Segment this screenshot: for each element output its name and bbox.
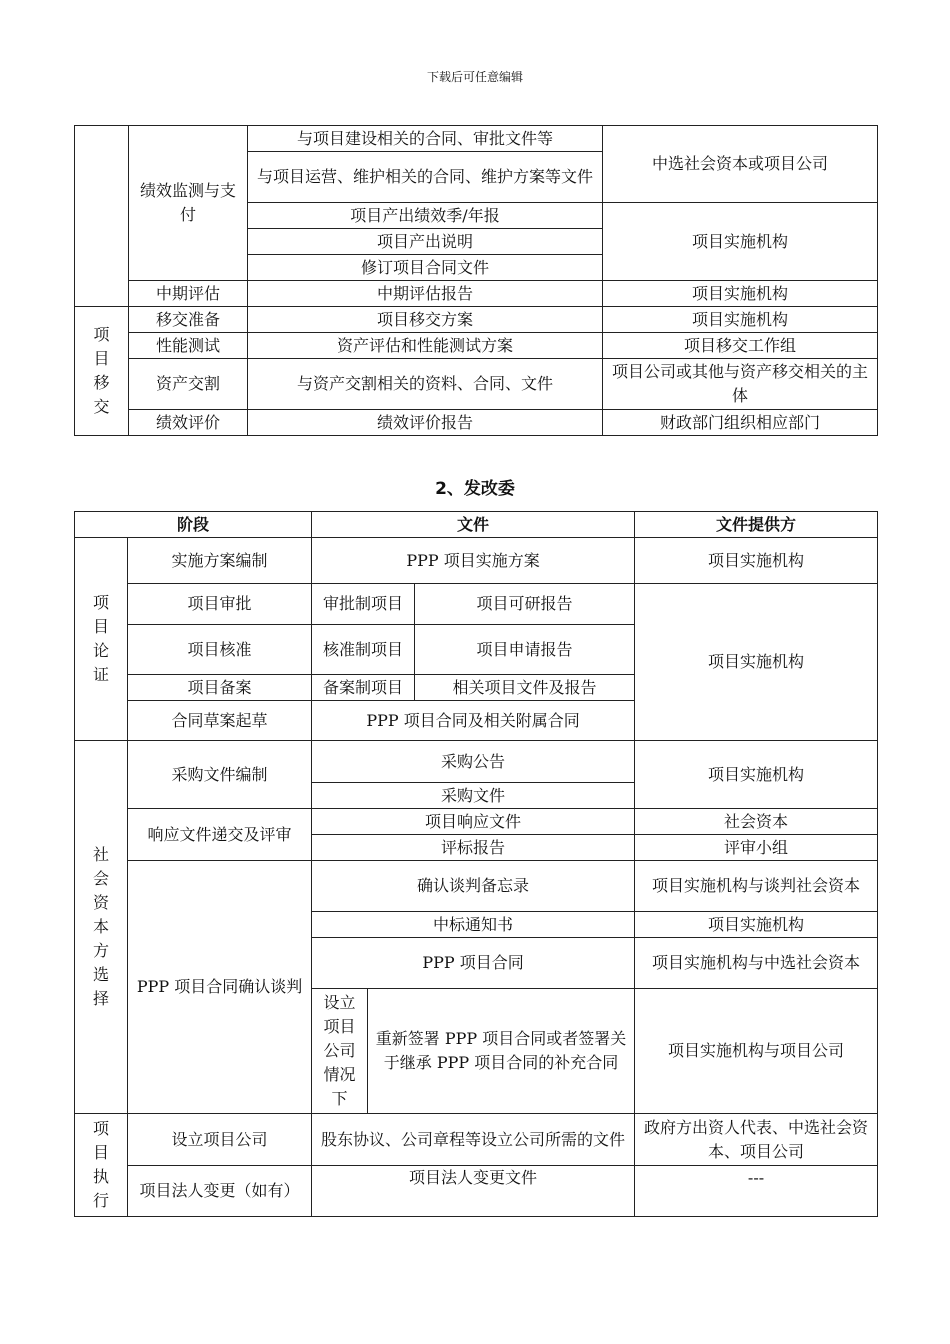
doc-cell: 项目产出说明 bbox=[248, 229, 603, 255]
doc-cell: 资产评估和性能测试方案 bbox=[248, 333, 603, 359]
doc-cell: 项目产出绩效季/年报 bbox=[248, 203, 603, 229]
type-cell: 核准制项目 bbox=[312, 625, 415, 675]
doc-cell: 中标通知书 bbox=[312, 912, 635, 938]
phase-cell bbox=[75, 741, 128, 1114]
provider-cell: --- bbox=[635, 1166, 878, 1217]
provider-cell: 社会资本 bbox=[635, 809, 878, 835]
doc-cell: 确认谈判备忘录 bbox=[312, 861, 635, 912]
doc-cell: 采购公告 bbox=[312, 741, 635, 783]
header-doc: 文件 bbox=[312, 512, 635, 538]
stage-cell: 性能测试 bbox=[129, 333, 248, 359]
stage-cell: 项目审批 bbox=[128, 584, 312, 625]
stage-cell: 实施方案编制 bbox=[128, 538, 312, 584]
stage-cell: 资产交割 bbox=[129, 359, 248, 410]
doc-cell: 与资产交割相关的资料、合同、文件 bbox=[248, 359, 603, 410]
provider-cell: 项目实施机构 bbox=[635, 741, 878, 809]
phase-cell bbox=[75, 538, 128, 741]
provider-cell: 中选社会资本或项目公司 bbox=[603, 126, 878, 203]
stage-cell: 中期评估 bbox=[129, 281, 248, 307]
stage-cell: PPP 项目合同确认谈判 bbox=[128, 861, 312, 1114]
stage-cell: 设立项目公司 bbox=[128, 1114, 312, 1166]
doc-cell: 项目可研报告 bbox=[415, 584, 635, 625]
provider-cell: 项目实施机构与谈判社会资本 bbox=[635, 861, 878, 912]
provider-cell: 项目移交工作组 bbox=[603, 333, 878, 359]
type-cell: 审批制项目 bbox=[312, 584, 415, 625]
stage-cell: 项目核准 bbox=[128, 625, 312, 675]
stage-cell: 响应文件递交及评审 bbox=[128, 809, 312, 861]
provider-cell: 项目公司或其他与资产移交相关的主体 bbox=[603, 359, 878, 410]
stage-cell: 绩效监测与支付 bbox=[129, 126, 248, 281]
phase-cell bbox=[75, 1114, 128, 1217]
provider-cell: 项目实施机构 bbox=[635, 584, 878, 741]
provider-cell: 项目实施机构与项目公司 bbox=[635, 989, 878, 1114]
doc-cell: 修订项目合同文件 bbox=[248, 255, 603, 281]
doc-cell: 重新签署 PPP 项目合同或者签署关于继承 PPP 项目合同的补充合同 bbox=[368, 989, 635, 1114]
stage-cell: 移交准备 bbox=[129, 307, 248, 333]
stage-cell: 合同草案起草 bbox=[128, 701, 312, 741]
provider-cell: 政府方出资人代表、中选社会资本、项目公司 bbox=[635, 1114, 878, 1166]
doc-cell: PPP 项目合同及相关附属合同 bbox=[312, 701, 635, 741]
doc-cell: 相关项目文件及报告 bbox=[415, 675, 635, 701]
provider-cell: 项目实施机构与中选社会资本 bbox=[635, 938, 878, 989]
table-ndrc bbox=[74, 511, 878, 1217]
header-stage: 阶段 bbox=[75, 512, 312, 538]
table-finance-continued bbox=[74, 125, 878, 436]
header-provider: 文件提供方 bbox=[635, 512, 878, 538]
provider-cell: 项目实施机构 bbox=[603, 203, 878, 281]
provider-cell: 财政部门组织相应部门 bbox=[603, 410, 878, 436]
stage-cell: 项目备案 bbox=[128, 675, 312, 701]
provider-cell: 项目实施机构 bbox=[635, 912, 878, 938]
provider-cell: 项目实施机构 bbox=[603, 307, 878, 333]
doc-cell: 项目移交方案 bbox=[248, 307, 603, 333]
condition-label: 设立项目公司情况下 bbox=[323, 993, 356, 1108]
phase-label: 项目移交 bbox=[93, 325, 110, 416]
doc-cell: PPP 项目合同 bbox=[312, 938, 635, 989]
provider-cell: 评审小组 bbox=[635, 835, 878, 861]
provider-cell: 项目实施机构 bbox=[635, 538, 878, 584]
doc-cell: 股东协议、公司章程等设立公司所需的文件 bbox=[312, 1114, 635, 1166]
stage-cell: 采购文件编制 bbox=[128, 741, 312, 809]
condition-cell bbox=[312, 989, 368, 1114]
doc-cell: 与项目运营、维护相关的合同、维护方案等文件 bbox=[248, 152, 603, 203]
phase-cell bbox=[75, 307, 129, 436]
doc-cell: 中期评估报告 bbox=[248, 281, 603, 307]
stage-cell: 项目法人变更（如有） bbox=[128, 1166, 312, 1217]
doc-cell: 评标报告 bbox=[312, 835, 635, 861]
phase-cell-empty bbox=[75, 126, 129, 307]
section-title: 2、发改委 bbox=[435, 479, 515, 499]
stage-cell: 绩效评价 bbox=[129, 410, 248, 436]
doc-cell: 项目响应文件 bbox=[312, 809, 635, 835]
phase-label: 项目执行 bbox=[93, 1119, 110, 1210]
doc-cell: 项目申请报告 bbox=[415, 625, 635, 675]
doc-cell: 与项目建设相关的合同、审批文件等 bbox=[248, 126, 603, 152]
doc-cell: PPP 项目实施方案 bbox=[312, 538, 635, 584]
type-cell: 备案制项目 bbox=[312, 675, 415, 701]
provider-cell: 项目实施机构 bbox=[603, 281, 878, 307]
doc-cell: 项目法人变更文件 bbox=[312, 1166, 635, 1217]
phase-label: 项目论证 bbox=[93, 593, 110, 684]
page-header: 下载后可任意编辑 bbox=[426, 70, 523, 84]
doc-cell: 绩效评价报告 bbox=[248, 410, 603, 436]
phase-label: 社会资本方选择 bbox=[93, 845, 110, 1008]
doc-cell: 采购文件 bbox=[312, 783, 635, 809]
